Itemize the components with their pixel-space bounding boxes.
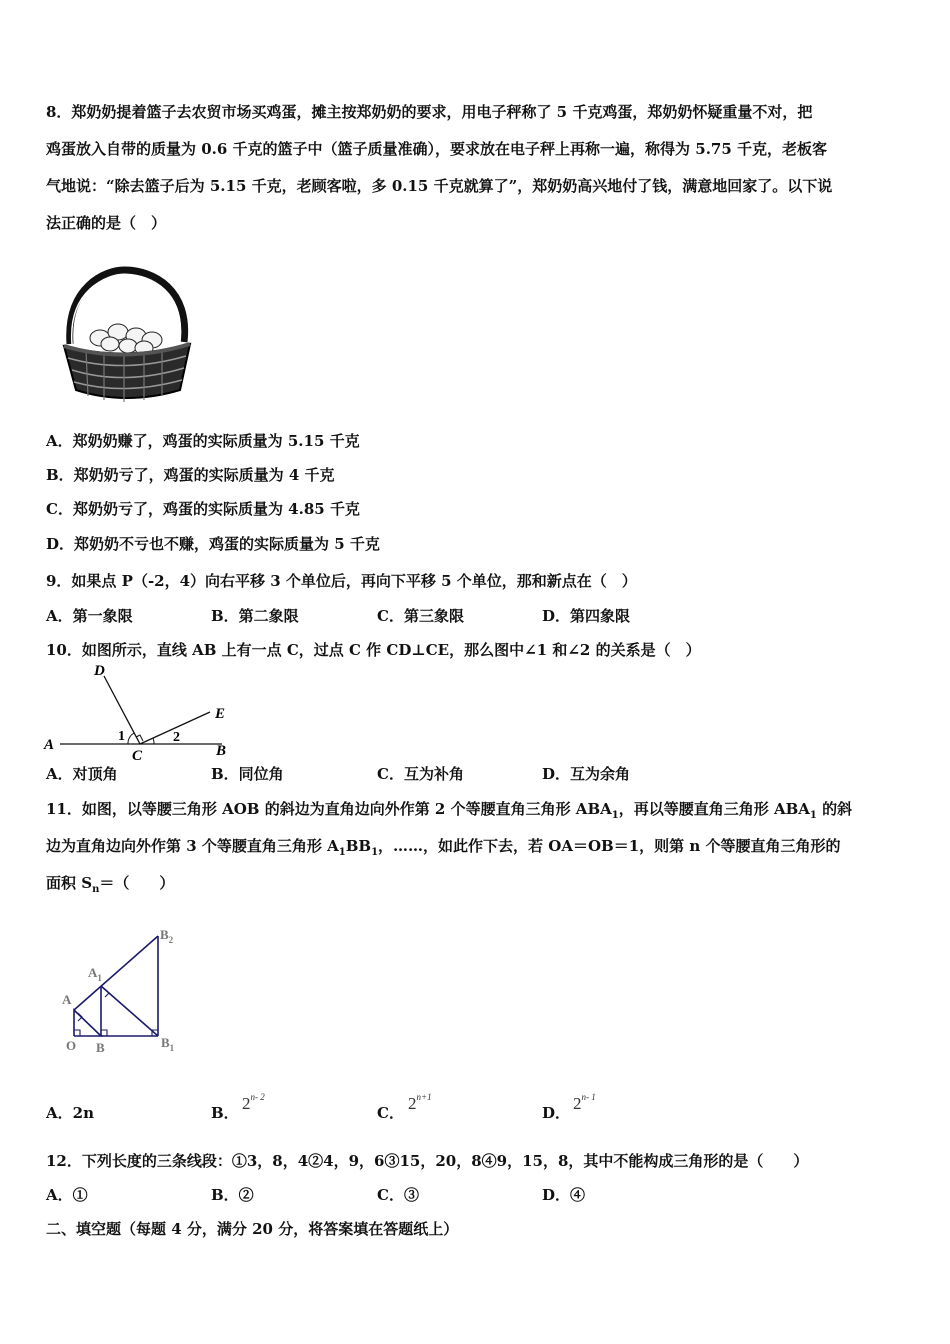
label-b: B: [96, 1040, 105, 1055]
q10-option-a: A．对顶角: [46, 765, 118, 783]
egg-basket-image: [58, 266, 198, 406]
q8-stem-line-3: 气地说：“除去篮子后为 5.15 千克，老顾客啦，多 0.15 千克就算了”，郑奶奶高兴地付了钱，满意地回家了。以下说: [46, 177, 833, 195]
label-c: C: [132, 748, 143, 764]
q11-option-d-formula: 2$^{n- 1}$: [573, 1092, 596, 1113]
q8-option-d: D．郑奶奶不亏也不赚，鸡蛋的实际质量为 5 千克: [46, 535, 380, 553]
q10-stem: 10．如图所示，直线 AB 上有一点 C，过点 C 作 CD⊥CE，那么图中∠1 和∠2 的关系是（ ）: [46, 641, 701, 659]
q8-stem-line-2: 鸡蛋放入自带的质量为 0.6 千克的篮子中（篮子质量准确），要求放在电子秤上再称一遍，称得为 5.75 千克，老板客: [46, 140, 828, 158]
label-a: A: [44, 737, 55, 753]
label-d: D: [94, 663, 105, 679]
q9-option-d: D．第四象限: [542, 607, 631, 625]
q12-option-b: B．②: [211, 1186, 254, 1204]
label-a: A: [62, 992, 72, 1007]
label-a1: $A_1$: [88, 965, 102, 983]
label-b: B: [216, 743, 227, 759]
q10-option-c: C．互为补角: [377, 765, 464, 783]
label-e: E: [215, 706, 226, 722]
q11-stem-line-1: 11．如图，以等腰三角形 AOB 的斜边为直角边向外作第 2 个等腰直角三角形 $ABA_1$，再以等腰直角三角形 $ABA_1$ 的斜: [46, 800, 853, 821]
q9-option-a: A．第一象限: [46, 607, 133, 625]
q10-option-d: D．互为余角: [542, 765, 631, 783]
label-o: O: [66, 1038, 77, 1053]
q12-option-a: A．①: [46, 1186, 88, 1204]
q9-stem: 9．如果点 P（-2，4）向右平移 3 个单位后，再向下平移 5 个单位，那和新点在（ ）: [46, 572, 637, 590]
q11-stem-line-3: 面积 $S_n=$（ ）: [46, 874, 175, 895]
label-b2: $B_2$: [160, 927, 174, 945]
section-2-heading: 二、填空题（每题 4 分，满分 20 分，将答案填在答题纸上）: [46, 1220, 459, 1238]
q10-angle-figure: [40, 660, 240, 764]
q11-option-c-formula: $2^{n+1}$: [408, 1092, 432, 1113]
q11-option-c-label: C．: [377, 1104, 404, 1122]
q10-option-b: B．同位角: [211, 765, 284, 783]
q9-option-c: C．第三象限: [377, 607, 464, 625]
q8-option-c: C．郑奶奶亏了，鸡蛋的实际质量为 4.85 千克: [46, 500, 360, 518]
q11-option-b-label: B．: [211, 1104, 239, 1122]
q12-stem: 12．下列长度的三条线段：①3，8，4②4，9，6③15，20，8④9，15，8，其中不能构成三角形的是（ ）: [46, 1152, 809, 1170]
q11-option-d-label: D．: [542, 1104, 571, 1122]
q12-option-d: D．④: [542, 1186, 586, 1204]
q8-stem-line-1: 8．郑奶奶提着篮子去农贸市场买鸡蛋，摊主按郑奶奶的要求，用电子秤称了 5 千克鸡蛋，郑奶奶怀疑重量不对，把: [46, 103, 813, 121]
label-angle-1: 1: [118, 729, 125, 744]
q11-triangle-figure: [56, 924, 190, 1058]
q8-option-a: A．郑奶奶赚了，鸡蛋的实际质量为 5.15 千克: [46, 432, 360, 450]
q11-option-b-formula: 2$^{n- 2}$: [242, 1092, 265, 1113]
q8-stem-line-4: 法正确的是（ ）: [46, 214, 167, 232]
q8-option-b: B．郑奶奶亏了，鸡蛋的实际质量为 4 千克: [46, 466, 335, 484]
label-angle-2: 2: [173, 730, 180, 745]
q11-stem-line-2: 边为直角边向外作第 3 个等腰直角三角形 $A_1BB_1$，……，如此作下去，若 OA＝OB＝1，则第 n 个等腰直角三角形的: [46, 837, 841, 858]
q12-option-c: C．③: [377, 1186, 419, 1204]
label-b1: $B_1$: [161, 1035, 175, 1053]
q11-option-a: A．2n: [46, 1104, 94, 1122]
q9-option-b: B．第二象限: [211, 607, 299, 625]
